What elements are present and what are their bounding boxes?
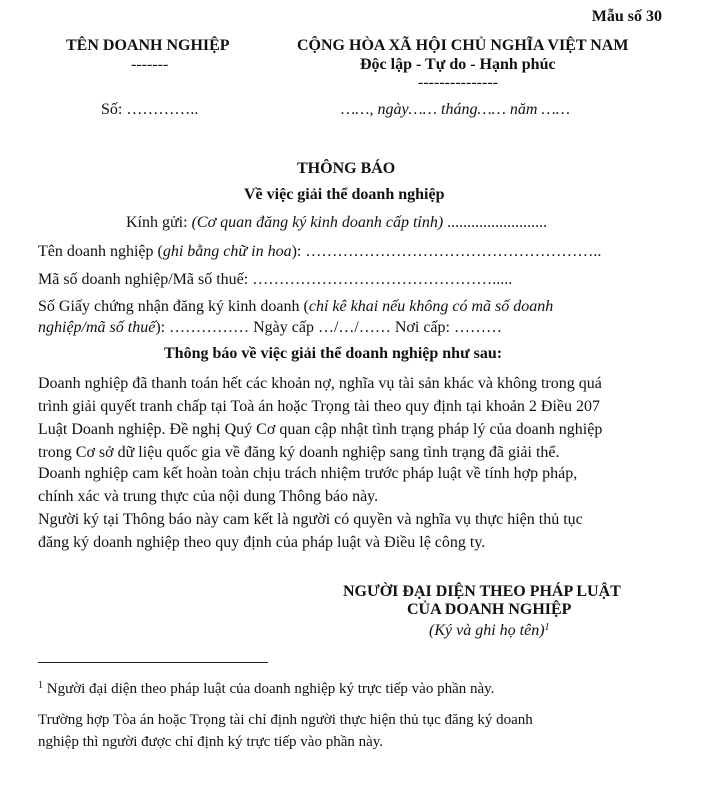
signature-title-line-2: CỦA DOANH NGHIỆP (407, 601, 572, 618)
field-tax-code: Mã số doanh nghiệp/Mã số thuế: ………………………………………..... (38, 271, 513, 288)
field-certificate-line-1: Số Giấy chứng nhận đăng ký kinh doanh (chỉ kê khai nếu không có mã số doanh (38, 298, 554, 315)
recipient-line (126, 214, 547, 232)
recipient-label: Kính gửi: (126, 214, 188, 231)
form-number: Mẫu số 30 (591, 8, 662, 25)
footnote-marker: 1 (38, 680, 43, 691)
date-line: ……, ngày…… tháng…… năm …… (341, 101, 570, 118)
footnote-reference: 1 (544, 622, 550, 633)
footnote-extra: Trường hợp Tòa án hoặc Trọng tài chỉ định người thực hiện thủ tục đăng ký doanh nghiệp thì người được chỉ định ký trực tiếp vào phần này. (38, 712, 533, 750)
footnote (38, 681, 494, 698)
paragraph-settlement: Doanh nghiệp đã thanh toán hết các khoản nợ, nghĩa vụ tài sản khác và không trong quá trình giải quyết tranh chấp tại Toà án hoặc Trọng tài theo quy định tại khoản 2 Điều 207 Luật Doanh nghiệp. Đề nghị Quý Cơ quan cập nhật tình trạng pháp lý của doanh nghiệp trong Cơ sở dữ liệu quốc gia về đăng ký doanh nghiệp sang tình trạng đã giải thể. (38, 375, 603, 461)
signature-title-line-1: NGƯỜI ĐẠI DIỆN THEO PHÁP LUẬT (343, 583, 621, 600)
document-number-dots: ………….. (126, 101, 199, 118)
footnote-separator (38, 662, 268, 663)
left-header-divider: ------- (131, 56, 169, 73)
document-number-label: Số: (101, 101, 123, 118)
section-heading: Thông báo về việc giải thể doanh nghiệp như sau: (164, 345, 503, 362)
right-header-divider: --------------- (418, 74, 498, 91)
signature-note: (Ký và ghi họ tên)$^1$ (429, 622, 550, 639)
company-name-heading: TÊN DOANH NGHIỆP (66, 37, 230, 54)
field-certificate-line-2: nghiệp/mã số thuế): …………… Ngày cấp …/…/…… Nơi cấp: ……… (38, 319, 502, 336)
document-subtitle: Về việc giải thể doanh nghiệp (244, 186, 445, 203)
paragraph-signer: Người ký tại Thông báo này cam kết là người có quyền và nghĩa vụ thực hiện thủ tục đăng ký doanh nghiệp theo quy định của pháp luật và Điều lệ công ty. (38, 511, 583, 551)
footnote-text: Người đại diện theo pháp luật của doanh nghiệp ký trực tiếp vào phần này. (46, 681, 495, 697)
recipient-dots: ......................... (447, 214, 548, 231)
country-name: CỘNG HÒA XÃ HỘI CHỦ NGHĨA VIỆT NAM (297, 37, 629, 54)
document-number (101, 101, 198, 119)
document-title: THÔNG BÁO (297, 160, 396, 177)
paragraph-commitment: Doanh nghiệp cam kết hoàn toàn chịu trách nhiệm trước pháp luật về tính hợp pháp, chính xác và trung thực của nội dung Thông báo này. (38, 465, 578, 505)
recipient-authority: (Cơ quan đăng ký kinh doanh cấp tỉnh) (191, 214, 444, 231)
field-company-name: Tên doanh nghiệp (ghi bằng chữ in hoa): ……………………………………………….. (38, 243, 602, 260)
national-motto: Độc lập - Tự do - Hạnh phúc (360, 56, 556, 73)
